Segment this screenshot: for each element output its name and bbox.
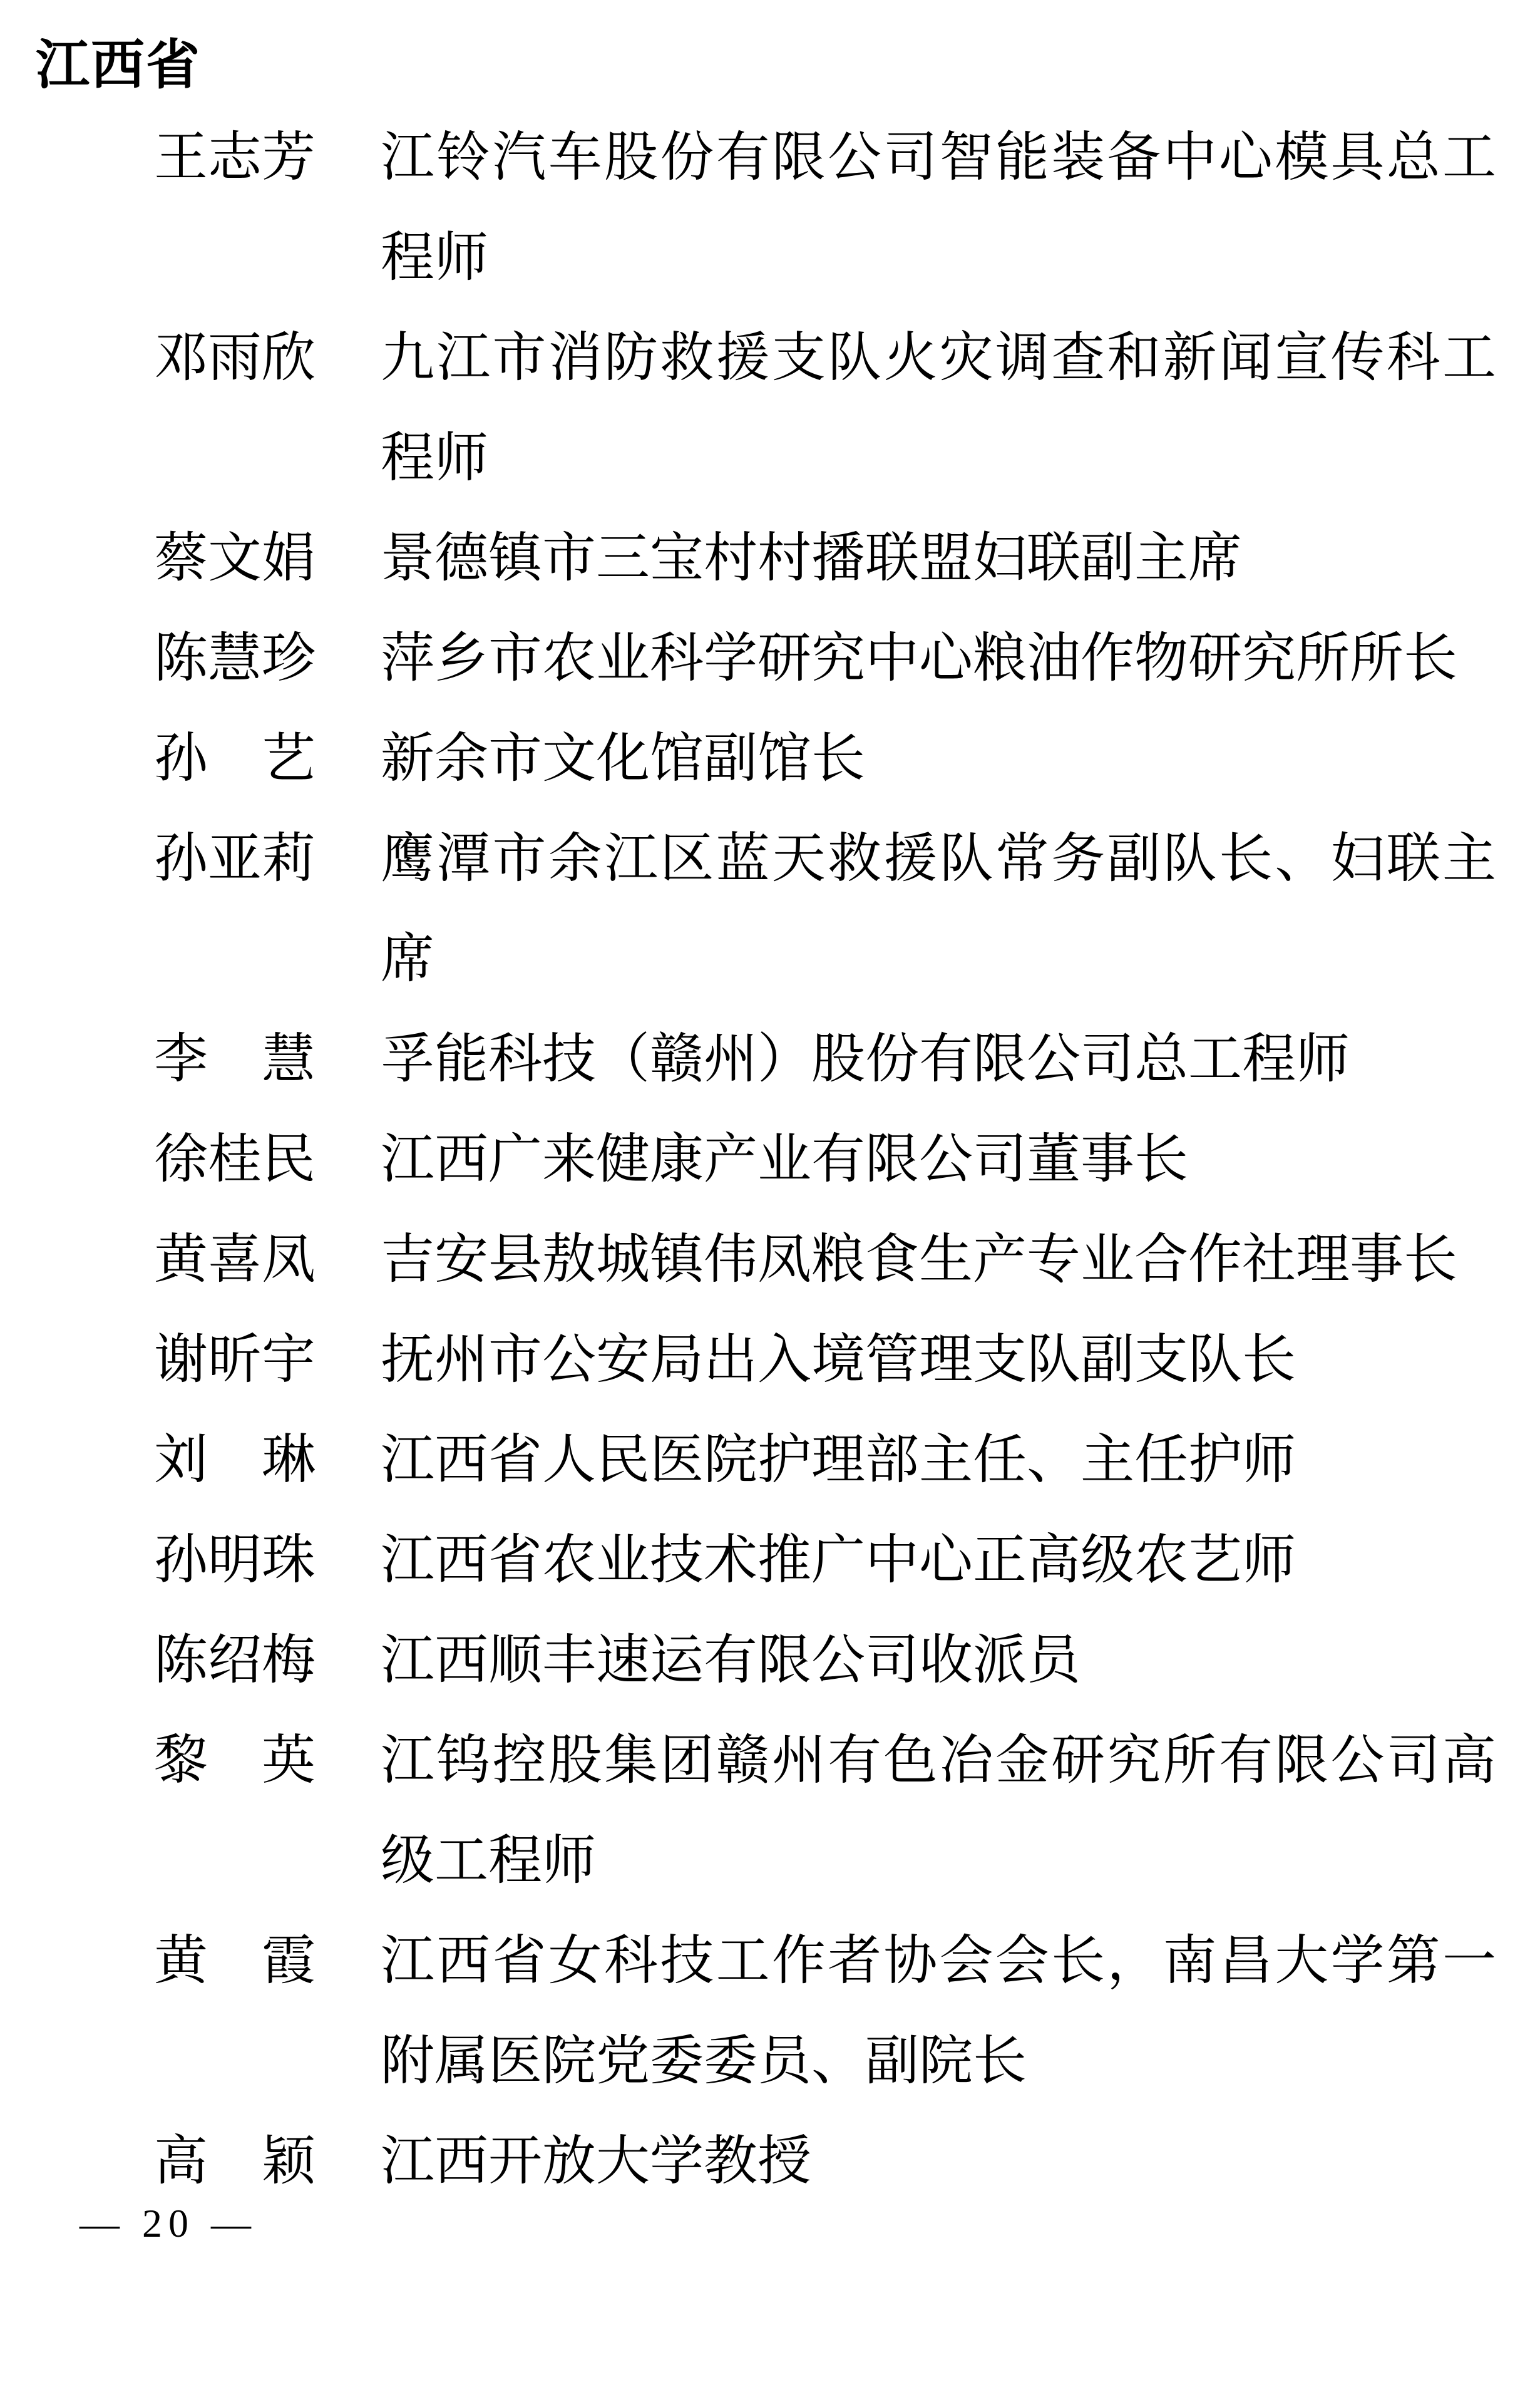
awardee-name: 邓雨欣 — [154, 327, 316, 388]
awardee-name: 谢昕宇 — [154, 1329, 316, 1390]
awardee-list — [154, 107, 1540, 2211]
awardee-title: 景德镇市三宝村村播联盟妇联副主席 — [381, 528, 1242, 588]
awardee-title: 鹰潭市余江区蓝天救援队常务副队长、妇联主席 — [381, 828, 1496, 989]
awardee-title: 江钨控股集团赣州有色冶金研究所有限公司高级工程师 — [381, 1730, 1496, 1890]
awardee-title: 江西省女科技工作者协会会长，南昌大学第一附属医院党委委员、副院长 — [381, 1931, 1496, 2091]
province-title: 江西省 — [36, 35, 201, 95]
awardee-title: 江西广来健康产业有限公司董事长 — [381, 1129, 1188, 1189]
list-item — [154, 1410, 1540, 1510]
awardee-name: 蔡文娟 — [154, 528, 316, 588]
list-item — [154, 708, 1540, 808]
awardee-title: 抚州市公安局出入境管理支队副支队长 — [381, 1329, 1296, 1390]
awardee-name: 孙明珠 — [154, 1530, 316, 1590]
awardee-name: 王志芳 — [154, 127, 316, 187]
awardee-title: 江西省人民医院护理部主任、主任护师 — [381, 1430, 1296, 1490]
awardee-title: 江西开放大学教授 — [381, 2131, 811, 2191]
awardee-name: 李 慧 — [154, 1029, 316, 1089]
awardee-title: 孚能科技（赣州）股份有限公司总工程师 — [381, 1029, 1350, 1089]
awardee-title: 新余市文化馆副馆长 — [381, 728, 865, 788]
awardee-name: 刘 琳 — [154, 1430, 316, 1490]
awardee-name: 徐桂民 — [154, 1129, 316, 1189]
awardee-title: 九江市消防救援支队火灾调查和新闻宣传科工程师 — [381, 327, 1496, 488]
awardee-name: 陈慧珍 — [154, 628, 316, 688]
list-item — [154, 508, 1540, 608]
list-item — [154, 1109, 1540, 1209]
awardee-title: 吉安县敖城镇伟凤粮食生产专业合作社理事长 — [381, 1229, 1457, 1289]
awardee-name: 高 颖 — [154, 2131, 316, 2191]
list-item — [154, 1009, 1540, 1109]
awardee-name: 黄 霞 — [154, 1931, 316, 1991]
awardee-name: 孙亚莉 — [154, 828, 316, 889]
awardee-title: 萍乡市农业科学研究中心粮油作物研究所所长 — [381, 628, 1457, 688]
awardee-title: 江铃汽车股份有限公司智能装备中心模具总工程师 — [381, 127, 1496, 287]
awardee-name: 黎 英 — [154, 1730, 316, 1790]
list-item — [154, 1610, 1540, 1710]
list-item — [154, 1510, 1540, 1610]
list-item — [154, 2111, 1540, 2211]
awardee-title: 江西顺丰速运有限公司收派员 — [381, 1630, 1081, 1690]
awardee-name: 陈绍梅 — [154, 1630, 316, 1690]
list-item — [154, 808, 1540, 1009]
page-number: — 20 — — [80, 2201, 257, 2245]
awardee-name: 黄喜凤 — [154, 1229, 316, 1289]
list-item — [154, 1209, 1540, 1309]
awardee-name: 孙 艺 — [154, 728, 316, 788]
list-item — [154, 1309, 1540, 1410]
list-item — [154, 307, 1540, 508]
list-item — [154, 107, 1540, 307]
list-item — [154, 608, 1540, 708]
list-item — [154, 1710, 1540, 1910]
awardee-title: 江西省农业技术推广中心正高级农艺师 — [381, 1530, 1296, 1590]
list-item — [154, 1910, 1540, 2111]
